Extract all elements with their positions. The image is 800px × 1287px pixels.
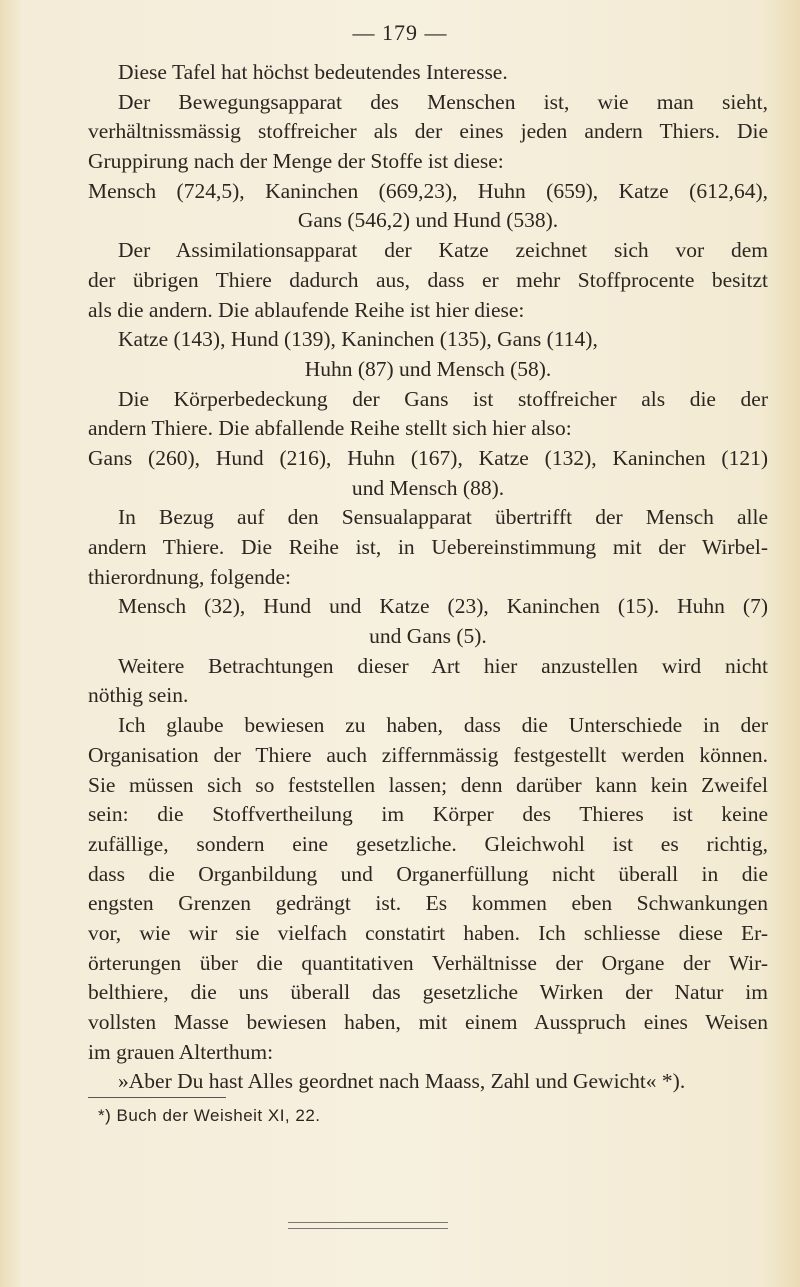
text-line: Gans (546,2) und Hund (538). [297,208,559,233]
text-line: »Aber Du hast Alles geordnet nach Maass, Zahl und Gewicht« *). [118,1069,686,1094]
text-line: Diese Tafel hat höchst bedeutendes Interesse. [118,60,508,84]
text-line: In Bezug auf den Sensualapparat übertrifft der Mensch alle [118,505,768,530]
page-number: — 179 — [352,20,448,45]
text-line: Ich glaube bewiesen zu haben, dass die Unterschiede in der [118,713,768,738]
closing-rule [288,1228,448,1229]
text-line: im grauen Alterthum: [88,1039,274,1064]
text-line: engsten Grenzen gedrängt ist. Es kommen eben Schwankungen [88,891,768,916]
text-line: thierordnung, folgende: [88,564,292,589]
text-line: belthiere, die uns überall das gesetzliche Wirken der Natur im [88,980,768,1005]
text-line: nöthig sein. [88,683,189,708]
text-line: zufällige, sondern eine gesetzliche. Gleichwohl ist es richtig, [88,831,768,856]
text-line: Sie müssen sich so feststellen lassen; denn darüber kann kein Zweifel [88,772,768,797]
text-line: vor, wie wir sie vielfach constatirt haben. Ich schliesse diese Er- [88,920,768,945]
text-line: sein: die Stoffvertheilung im Körper des Thieres ist keine [88,802,768,827]
text-line: dass die Organbildung und Organerfüllung nicht überall in die [88,861,768,886]
footnote-divider [88,1097,226,1098]
body-text [88,58,768,1097]
text-line: vollsten Masse bewiesen haben, mit einem Ausspruch eines Weisen [88,1010,768,1034]
text-line: örterungen über die quantitativen Verhältnisse der Organe der Wir- [88,950,768,975]
text-line: Der Assimilationsapparat der Katze zeichnet sich vor dem [118,238,768,263]
text-line: und Gans (5). [369,624,487,649]
text-line: Katze (143), Hund (139), Kaninchen (135), Gans (114), [118,327,598,352]
text-line: andern Thiere. Die abfallende Reihe stellt sich hier also: [88,416,572,441]
text-line: Die Körperbedeckung der Gans ist stoffreicher als die der [118,386,768,411]
text-line: Mensch (32), Hund und Katze (23), Kaninchen (15). Huhn (7) [118,594,768,619]
text-line: verhältnissmässig stoffreicher als der eines jeden andern Thiers. Die [88,119,768,144]
footnote: *) Buch der Weisheit XI, 22. [98,1106,321,1125]
text-line: und Mensch (88). [351,475,505,500]
text-line: Huhn (87) und Mensch (58). [304,356,552,381]
text-line: andern Thiere. Die Reihe ist, in Uebereinstimmung mit der Wirbel- [88,535,768,559]
text-line: Organisation der Thiere auch ziffernmässig festgestellt werden können. [88,742,768,767]
text-line: Der Bewegungsapparat des Menschen ist, wie man sieht, [118,89,768,114]
closing-rule [288,1222,448,1223]
text-line: Gans (260), Hund (216), Huhn (167), Katze (132), Kaninchen (121) [88,445,768,470]
text-line: Gruppirung nach der Menge der Stoffe ist diese: [88,149,504,174]
text-line: Weitere Betrachtungen dieser Art hier anzustellen wird nicht [118,653,768,678]
text-line: Mensch (724,5), Kaninchen (669,23), Huhn (659), Katze (612,64), [88,178,768,203]
text-line: als die andern. Die ablaufende Reihe ist hier diese: [88,297,525,322]
text-line: der übrigen Thiere dadurch aus, dass er mehr Stoffprocente besitzt [88,267,768,292]
